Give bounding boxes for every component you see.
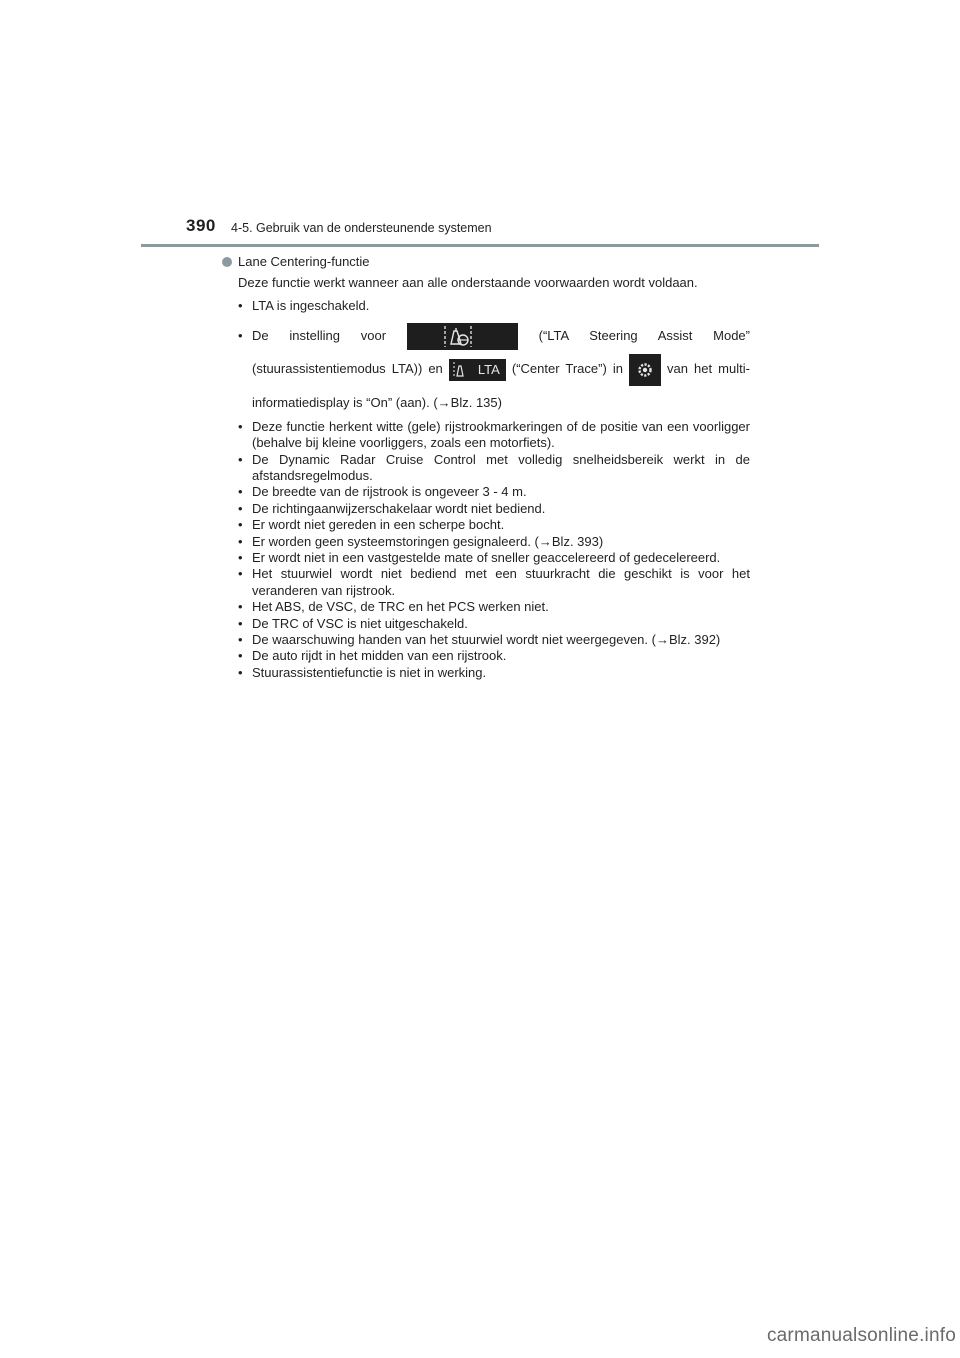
- list-item-text: Er wordt niet in een vastgestelde mate of sneller geaccelereerd of gedecelereerd.: [252, 550, 721, 566]
- setting-text-4: van het multi-informatiedisplay is “On” (aan). (→Blz. 135): [252, 361, 750, 410]
- bullet: •: [238, 484, 243, 500]
- list-item: [238, 484, 750, 500]
- bullet: •: [238, 615, 243, 631]
- list-item-text: Er wordt niet gereden in een scherpe bocht.: [252, 517, 505, 533]
- page-number: 390: [186, 216, 216, 235]
- heading-text: Lane Centering-functie: [238, 254, 370, 269]
- bullet: •: [238, 500, 243, 516]
- list-item: [238, 599, 750, 615]
- list-item: [238, 566, 750, 599]
- bullet: •: [238, 328, 243, 344]
- settings-gear-icon: [629, 354, 661, 386]
- list-item-text: Deze functie herkent witte (gele) rijstrookmarkeringen of de positie van een voorligger (behalve bij kleine voorliggers, zoals een motorfiets).: [252, 418, 750, 451]
- header-rule: [141, 244, 819, 247]
- steering-assist-mode-icon: [407, 323, 518, 350]
- list-item: [238, 616, 750, 632]
- bullet: •: [238, 297, 243, 313]
- watermark: carmanualsonline.info: [766, 1325, 956, 1346]
- bullet: •: [238, 648, 243, 664]
- list-item-text: De breedte van de rijstrook is ongeveer 3 - 4 m.: [252, 484, 527, 500]
- list-item-text: Het stuurwiel wordt niet bediend met een stuurkracht die geschikt is voor het veranderen van rijstrook.: [252, 566, 750, 598]
- list-item-text: De auto rijdt in het midden van een rijstrook.: [252, 648, 507, 664]
- list-item: [238, 501, 750, 517]
- conditions-list: [238, 298, 750, 681]
- setting-text-2: (“LTA Steering Assist Mode” (stuurassistentiemodus LTA)) en: [252, 328, 750, 377]
- list-item-text: De waarschuwing handen van het stuurwiel wordt niet weergegeven. (→Blz. 392): [252, 632, 721, 648]
- intro-text: Deze functie werkt wanneer aan alle onderstaande voorwaarden wordt voldaan.: [238, 275, 698, 291]
- list-item-text: De richtingaanwijzerschakelaar wordt niet bediend.: [252, 500, 546, 516]
- bullet: •: [238, 517, 243, 533]
- list-item-text: De TRC of VSC is niet uitgeschakeld.: [252, 615, 468, 631]
- list-item: [238, 517, 750, 533]
- list-item: [238, 298, 750, 314]
- setting-text-3: (“Center Trace”) in: [511, 361, 623, 377]
- content: [222, 254, 750, 681]
- setting-text-1: De instelling voor: [252, 328, 387, 344]
- lta-icon-label: LTA: [477, 361, 500, 377]
- list-item-text: LTA is ingeschakeld.: [252, 297, 370, 313]
- bullet: •: [238, 632, 243, 648]
- bullet: •: [238, 550, 243, 566]
- list-item: [238, 648, 750, 664]
- list-item-text: Het ABS, de VSC, de TRC en het PCS werken niet.: [252, 599, 549, 615]
- bullet: •: [238, 451, 243, 467]
- list-item-setting: [238, 319, 750, 419]
- heading: [222, 254, 750, 270]
- list-item-text: Stuurassistentiefunctie is niet in werking.: [252, 664, 487, 680]
- bullet: •: [238, 566, 243, 582]
- list-item: [238, 452, 750, 485]
- bullet: •: [238, 599, 243, 615]
- section-title: 4-5. Gebruik van de ondersteunende systemen: [231, 221, 492, 235]
- center-trace-lta-icon: [449, 359, 506, 381]
- bullet: •: [238, 533, 243, 549]
- bullet: •: [238, 664, 243, 680]
- list-item-text: De Dynamic Radar Cruise Control met volledig snelheidsbereik werkt in de afstandsregelmodus.: [252, 451, 750, 483]
- list-item: [238, 665, 750, 681]
- bullet: •: [238, 418, 243, 434]
- list-item: [238, 550, 750, 566]
- list-item: [238, 534, 750, 550]
- list-item: [238, 419, 750, 452]
- heading-bullet-icon: [222, 257, 232, 267]
- list-item: [238, 632, 750, 648]
- list-item-text: Er worden geen systeemstoringen gesignaleerd. (→Blz. 393): [252, 533, 604, 549]
